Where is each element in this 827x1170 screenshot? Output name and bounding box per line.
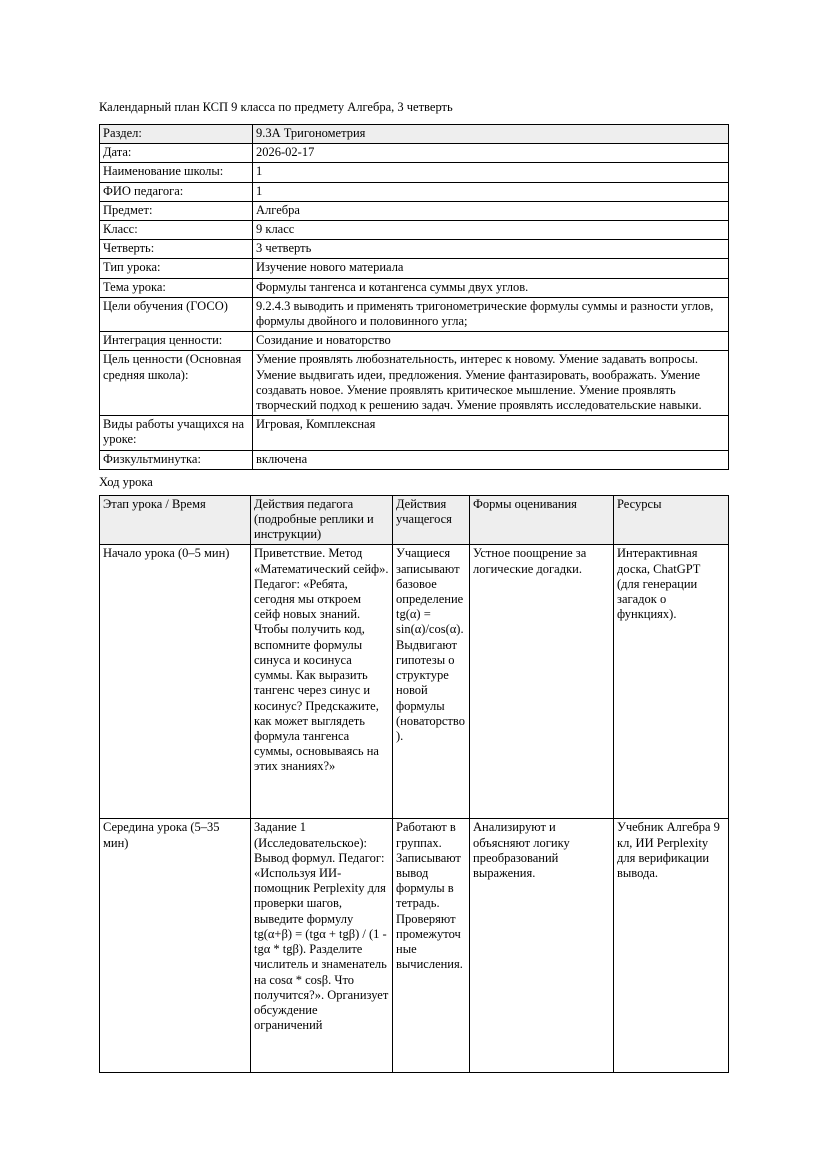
info-value: 1 xyxy=(253,163,729,182)
cell-assessment: Устное поощрение за логические догадки. xyxy=(470,545,614,819)
lesson-flow-table xyxy=(99,495,729,1074)
info-value: Игровая, Комплексная xyxy=(253,416,729,450)
info-label: Тема урока: xyxy=(100,278,253,297)
info-value: 1 xyxy=(253,182,729,201)
info-value: 3 четверть xyxy=(253,240,729,259)
info-value: 9 класс xyxy=(253,221,729,240)
info-label: Цели обучения (ГОСО) xyxy=(100,297,253,331)
cell-student-actions: Учащиеся записывают базовое определение tg(α) = sin(α)/cos(α). Выдвигают гипотезы о структуре новой формулы (новаторство). xyxy=(393,545,470,819)
table-row xyxy=(100,545,729,819)
lesson-flow-table-head xyxy=(100,495,729,545)
table-row xyxy=(100,259,729,278)
info-value: Формулы тангенса и котангенса суммы двух углов. xyxy=(253,278,729,297)
info-label: Цель ценности (Основная средняя школа): xyxy=(100,351,253,416)
info-value: включена xyxy=(253,450,729,469)
table-row xyxy=(100,144,729,163)
cell-teacher-actions: Приветствие. Метод «Математический сейф». Педагог: «Ребята, сегодня мы откроем сейф новых знаний. Чтобы получить код, вспомните формулы синуса и косинуса суммы. Как выразить тангенс через синус и косинус? Предскажите, как может выглядеть формула тангенса суммы, основываясь на этих знаниях?» xyxy=(251,545,393,819)
cell-assessment: Анализируют и объясняют логику преобразований выражения. xyxy=(470,819,614,1073)
table-row xyxy=(100,297,729,331)
table-row xyxy=(100,125,729,144)
column-header-resources: Ресурсы xyxy=(614,495,729,545)
lesson-info-table xyxy=(99,124,729,470)
info-label: Физкультминутка: xyxy=(100,450,253,469)
cell-resources: Учебник Алгебра 9 кл, ИИ Perplexity для верификации вывода. xyxy=(614,819,729,1073)
cell-stage: Середина урока (5–35 мин) xyxy=(100,819,251,1073)
info-label: Интеграция ценности: xyxy=(100,332,253,351)
lesson-flow-heading: Ход урока xyxy=(99,474,153,489)
info-value: Умение проявлять любознательность, интерес к новому. Умение задавать вопросы. Умение выдвигать идеи, предложения. Умение фантазировать, воображать. Умение создавать новое. Умение проявлять критическое мышление. Умение проявлять творческий подход к решению задач. Умение проявлять исследовательские навыки. xyxy=(253,351,729,416)
lesson-info-table-body xyxy=(100,125,729,470)
table-row xyxy=(100,450,729,469)
info-label: Четверть: xyxy=(100,240,253,259)
column-header-stage: Этап урока / Время xyxy=(100,495,251,545)
info-value: 9.3А Тригонометрия xyxy=(253,125,729,144)
cell-teacher-actions: Задание 1 (Исследовательское): Вывод формул. Педагог: «Используя ИИ-помощник Perplexity для проверки шагов, выведите формулу tg(α+β) = (tgα + tgβ) / (1 - tgα * tgβ). Разделите числитель и знаменатель на cosα * cosβ. Что получится?». Организует обсуждение ограничений xyxy=(251,819,393,1073)
info-label: ФИО педагога: xyxy=(100,182,253,201)
info-label: Класс: xyxy=(100,221,253,240)
column-header-assessment: Формы оценивания xyxy=(470,495,614,545)
info-label: Раздел: xyxy=(100,125,253,144)
info-value: Алгебра xyxy=(253,201,729,220)
info-label: Дата: xyxy=(100,144,253,163)
info-label: Тип урока: xyxy=(100,259,253,278)
table-row xyxy=(100,278,729,297)
table-row xyxy=(100,240,729,259)
info-value: Созидание и новаторство xyxy=(253,332,729,351)
info-value: 2026-02-17 xyxy=(253,144,729,163)
page-title: Календарный план КСП 9 класса по предмету Алгебра, 3 четверть xyxy=(99,100,453,114)
table-row xyxy=(100,332,729,351)
info-label: Предмет: xyxy=(100,201,253,220)
info-value: 9.2.4.3 выводить и применять тригонометрические формулы суммы и разности углов, формулы двойного и половинного угла; xyxy=(253,297,729,331)
info-label: Наименование школы: xyxy=(100,163,253,182)
cell-resources: Интерактивная доска, ChatGPT (для генерации загадок о функциях). xyxy=(614,545,729,819)
table-row xyxy=(100,221,729,240)
table-row xyxy=(100,416,729,450)
table-row xyxy=(100,351,729,416)
info-value: Изучение нового материала xyxy=(253,259,729,278)
document-content xyxy=(99,99,728,1073)
column-header-teacher-actions: Действия педагога (подробные реплики и инструкции) xyxy=(251,495,393,545)
table-header-row xyxy=(100,495,729,545)
table-row xyxy=(100,819,729,1073)
table-row xyxy=(100,182,729,201)
table-row xyxy=(100,163,729,182)
lesson-flow-table-body xyxy=(100,545,729,1073)
table-row xyxy=(100,201,729,220)
cell-student-actions: Работают в группах. Записывают вывод формулы в тетрадь. Проверяют промежуточные вычисления. xyxy=(393,819,470,1073)
cell-stage: Начало урока (0–5 мин) xyxy=(100,545,251,819)
info-label: Виды работы учащихся на уроке: xyxy=(100,416,253,450)
column-header-student-actions: Действия учащегося xyxy=(393,495,470,545)
